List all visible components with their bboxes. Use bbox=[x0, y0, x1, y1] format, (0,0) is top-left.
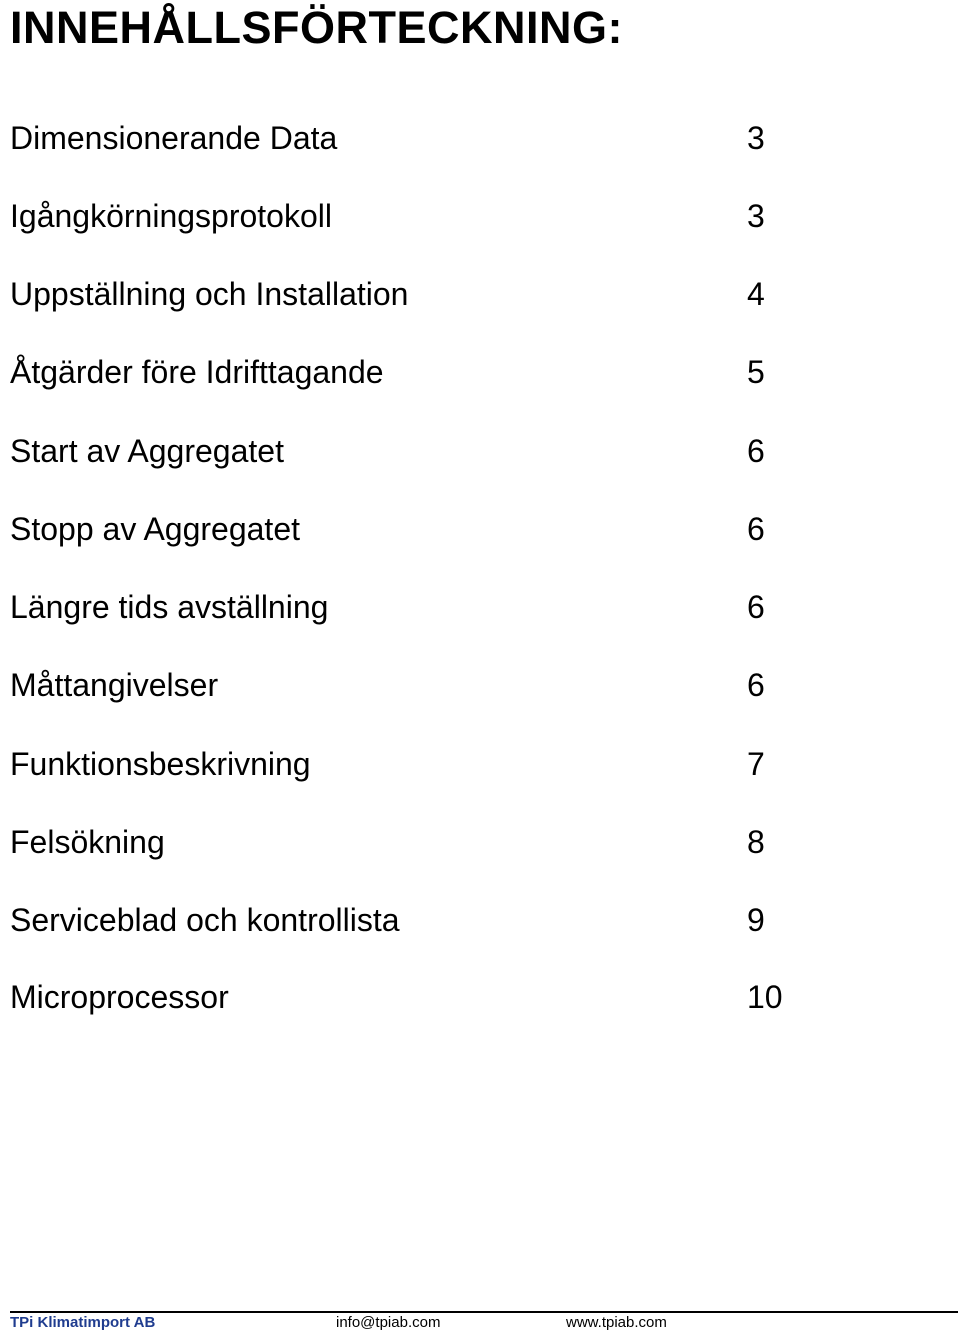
toc-entry-page-number: 7 bbox=[747, 746, 765, 782]
toc-entry-page-number: 6 bbox=[747, 511, 765, 547]
toc-entry-label: Dimensionerande Data bbox=[10, 120, 338, 156]
toc-entry-page-number: 6 bbox=[747, 589, 765, 625]
toc-entry-funktionsbeskrivning bbox=[0, 744, 960, 788]
toc-entry-serviceblad-och-kontrollista bbox=[0, 900, 960, 944]
toc-entry-microprocessor bbox=[0, 977, 960, 1021]
footer-email: info@tpiab.com bbox=[336, 1314, 441, 1331]
toc-entry-label: Microprocessor bbox=[10, 979, 229, 1015]
toc-entry-label: Måttangivelser bbox=[10, 667, 219, 703]
toc-entry-label: Serviceblad och kontrollista bbox=[10, 902, 400, 938]
toc-entry-label: Start av Aggregatet bbox=[10, 433, 284, 469]
toc-entry-label: Igångkörningsprotokoll bbox=[10, 198, 332, 234]
toc-entry-page-number: 6 bbox=[747, 433, 765, 469]
toc-entry-label: Stopp av Aggregatet bbox=[10, 511, 300, 547]
toc-entry-page-number: 5 bbox=[747, 354, 765, 390]
toc-entry-label: Funktionsbeskrivning bbox=[10, 746, 311, 782]
toc-entry-dimensionerande-data bbox=[0, 118, 960, 162]
toc-entry-page-number: 3 bbox=[747, 198, 765, 234]
toc-entry-page-number: 10 bbox=[747, 979, 783, 1015]
toc-entry-label: Åtgärder före Idrifttagande bbox=[10, 354, 384, 390]
toc-entry-igangkorningsprotokoll bbox=[0, 196, 960, 240]
toc-entry-page-number: 6 bbox=[747, 667, 765, 703]
page-title: INNEHÅLLSFÖRTECKNING: bbox=[10, 2, 623, 53]
toc-entry-page-number: 4 bbox=[747, 276, 765, 312]
toc-entry-mattangivelser bbox=[0, 665, 960, 709]
toc-entry-page-number: 9 bbox=[747, 902, 765, 938]
toc-entry-langre-tids-avstallning bbox=[0, 587, 960, 631]
toc-entry-felsokning bbox=[0, 822, 960, 866]
toc-entry-stopp-av-aggregatet bbox=[0, 509, 960, 553]
toc-entry-atgarder-fore-idrifttagande bbox=[0, 352, 960, 396]
toc-entry-label: Längre tids avställning bbox=[10, 589, 329, 625]
toc-entry-start-av-aggregatet bbox=[0, 431, 960, 475]
toc-entry-page-number: 8 bbox=[747, 824, 765, 860]
toc-entry-label: Felsökning bbox=[10, 824, 165, 860]
toc-entry-page-number: 3 bbox=[747, 120, 765, 156]
footer-company-name: TPi Klimatimport AB bbox=[10, 1314, 156, 1331]
toc-entry-label: Uppställning och Installation bbox=[10, 276, 409, 312]
page-footer bbox=[0, 1313, 960, 1335]
footer-website: www.tpiab.com bbox=[566, 1314, 667, 1331]
toc-entry-uppstallning-och-installation bbox=[0, 274, 960, 318]
